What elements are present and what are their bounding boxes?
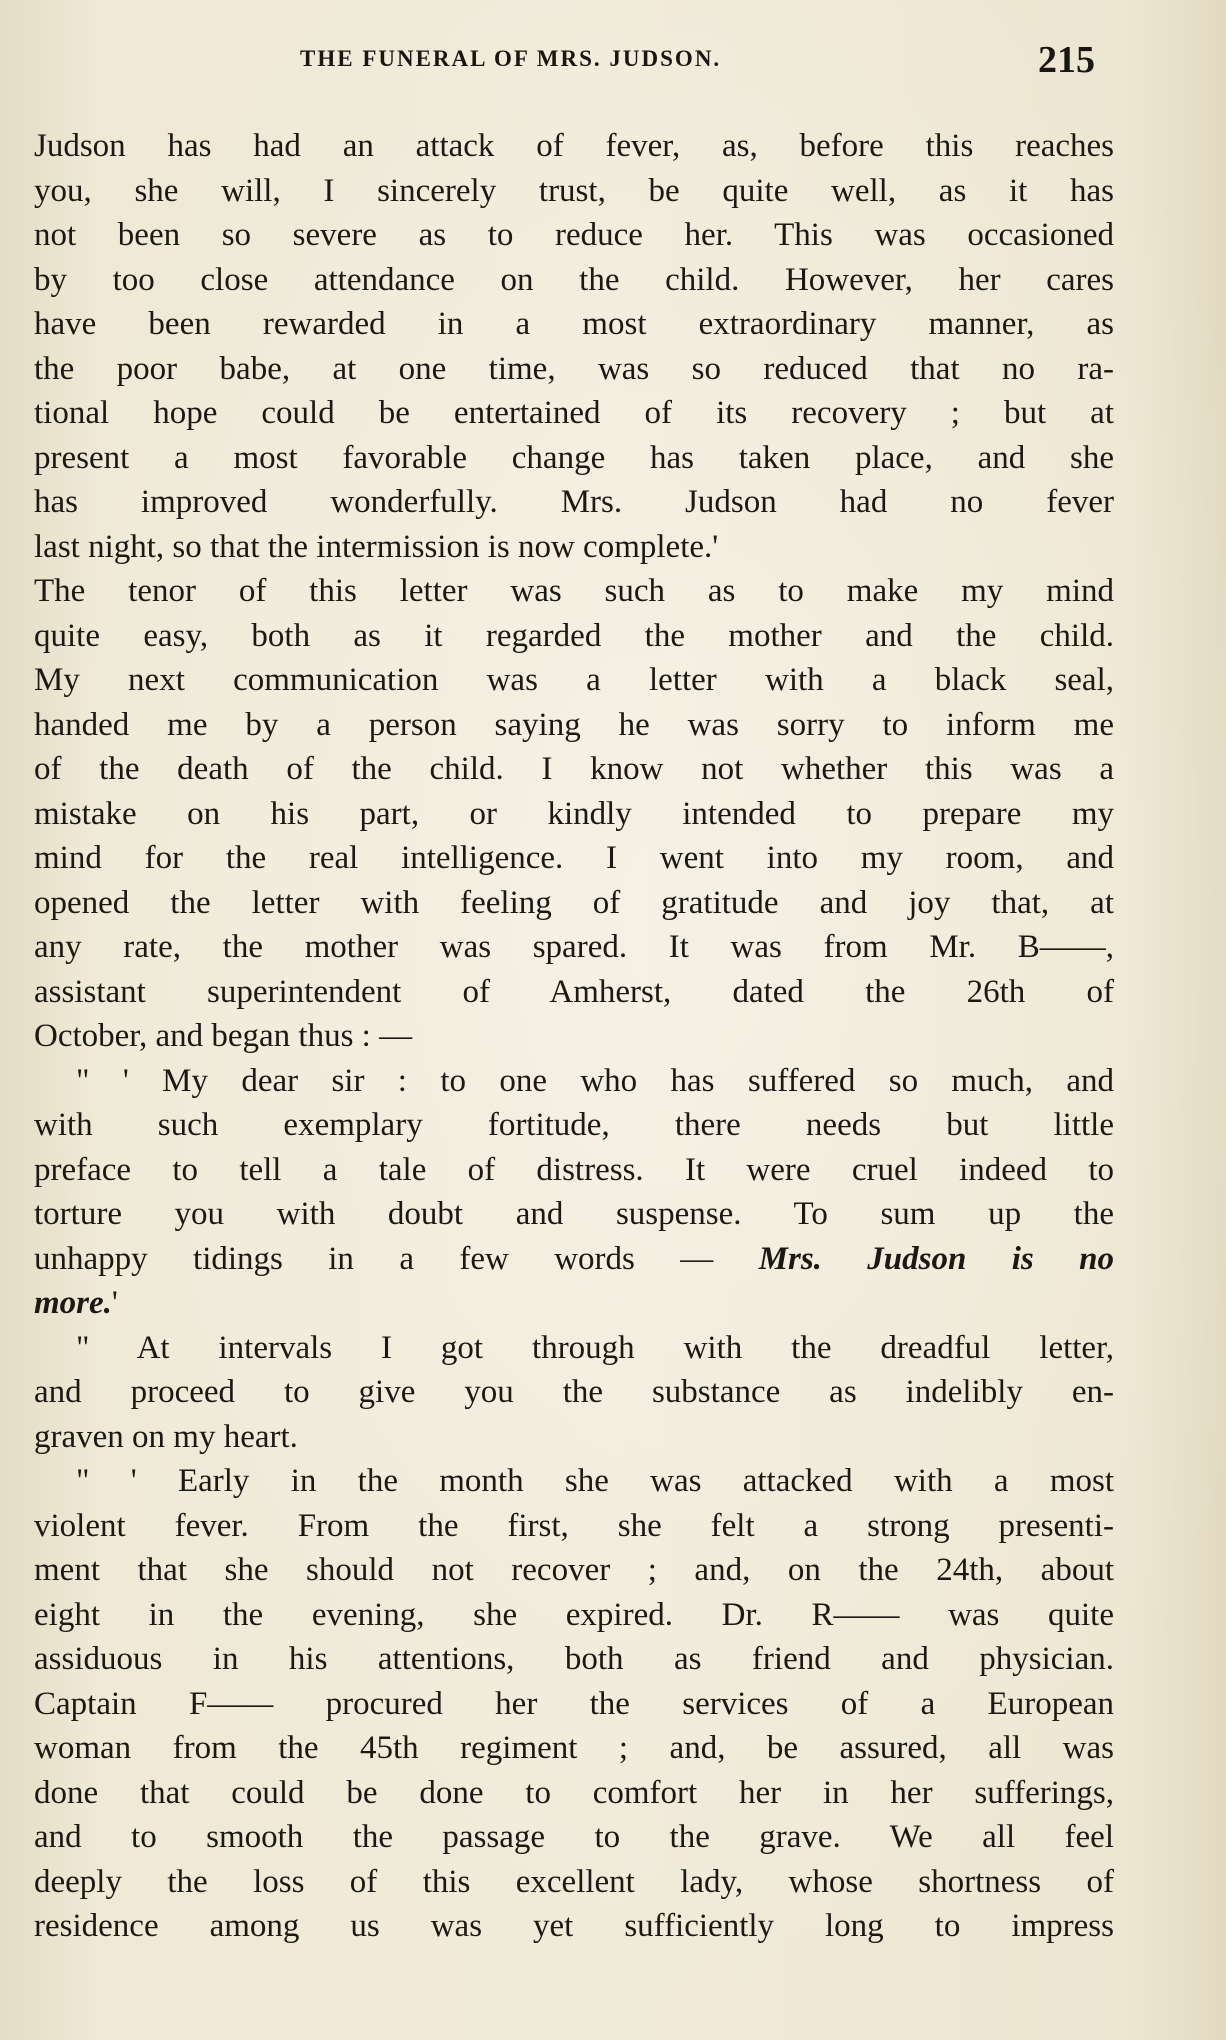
text-line: you, she will, I sincerely trust, be quite well, as it has xyxy=(34,172,1114,209)
text-line: assistant superintendent of Amherst, dated the 26th of xyxy=(34,973,1114,1010)
text-line: quite easy, both as it regarded the mother and the child. xyxy=(34,617,1114,654)
text-line: eight in the evening, she expired. Dr. R—— was quite xyxy=(34,1596,1114,1633)
body-text xyxy=(34,124,1114,1949)
line-roman: ' xyxy=(111,1285,118,1321)
line-roman: unhappy tidings in a few words — xyxy=(34,1240,759,1277)
text-line: deeply the loss of this excellent lady, whose shortness of xyxy=(34,1863,1114,1900)
text-line: last night, so that the intermission is now complete.' xyxy=(34,528,719,565)
line-italic: more. xyxy=(34,1285,112,1321)
text-line: mistake on his part, or kindly intended to prepare my xyxy=(34,795,1114,832)
text-line: has improved wonderfully. Mrs. Judson had no fever xyxy=(34,484,1114,520)
text-line: " ' Early in the month she was attacked with a most xyxy=(76,1463,1114,1499)
text-line: Judson has had an attack of fever, as, before this reaches xyxy=(34,128,1114,164)
running-head-title: THE FUNERAL OF MRS. JUDSON. xyxy=(300,46,722,71)
text-line: torture you with doubt and suspense. To sum up the xyxy=(34,1196,1114,1232)
text-line xyxy=(34,1281,1114,1326)
text-line: opened the letter with feeling of gratitude and joy that, at xyxy=(34,884,1114,921)
text-line: and proceed to give you the substance as indelibly en- xyxy=(34,1374,1114,1410)
text-line: Captain F—— procured her the services of a European xyxy=(34,1685,1114,1722)
page-number: 215 xyxy=(1038,39,1095,81)
text-line: residence among us was yet sufficiently long to impress xyxy=(34,1908,1114,1944)
text-line: tional hope could be entertained of its recovery ; but at xyxy=(34,395,1114,431)
text-line: ment that she should not recover ; and, on the 24th, about xyxy=(34,1552,1114,1588)
text-line: by too close attendance on the child. However, her cares xyxy=(34,261,1114,298)
text-line: with such exemplary fortitude, there needs but little xyxy=(34,1107,1114,1143)
text-line: My next communication was a letter with a black seal, xyxy=(34,662,1114,698)
text-line: woman from the 45th regiment ; and, be assured, all was xyxy=(34,1730,1114,1766)
text-line: " At intervals I got through with the dreadful letter, xyxy=(76,1329,1114,1366)
text-line: have been rewarded in a most extraordinary manner, as xyxy=(34,306,1114,342)
text-line: present a most favorable change has taken place, and she xyxy=(34,439,1114,476)
text-line: mind for the real intelligence. I went into my room, and xyxy=(34,840,1114,876)
text-line: preface to tell a tale of distress. It were cruel indeed to xyxy=(34,1151,1114,1188)
text-line: " ' My dear sir : to one who has suffered so much, and xyxy=(76,1062,1114,1099)
text-line: and to smooth the passage to the grave. We all feel xyxy=(34,1819,1114,1855)
text-line: assiduous in his attentions, both as friend and physician. xyxy=(34,1641,1114,1677)
text-line: of the death of the child. I know not whether this was a xyxy=(34,751,1114,787)
text-line: the poor babe, at one time, was so reduced that no ra- xyxy=(34,350,1114,387)
text-line: The tenor of this letter was such as to make my mind xyxy=(34,573,1114,609)
text-line: not been so severe as to reduce her. This was occasioned xyxy=(34,217,1114,253)
text-line: graven on my heart. xyxy=(34,1418,298,1455)
line-italic: Mrs. Judson is no xyxy=(758,1240,1114,1277)
text-line: done that could be done to comfort her in her sufferings, xyxy=(34,1774,1114,1811)
text-line: any rate, the mother was spared. It was from Mr. B——, xyxy=(34,929,1114,965)
text-line: October, and began thus : — xyxy=(34,1018,413,1054)
text-line: violent fever. From the first, she felt a strong presenti- xyxy=(34,1507,1114,1544)
text-line xyxy=(34,1237,1114,1282)
text-line: handed me by a person saying he was sorry to inform me xyxy=(34,706,1114,743)
